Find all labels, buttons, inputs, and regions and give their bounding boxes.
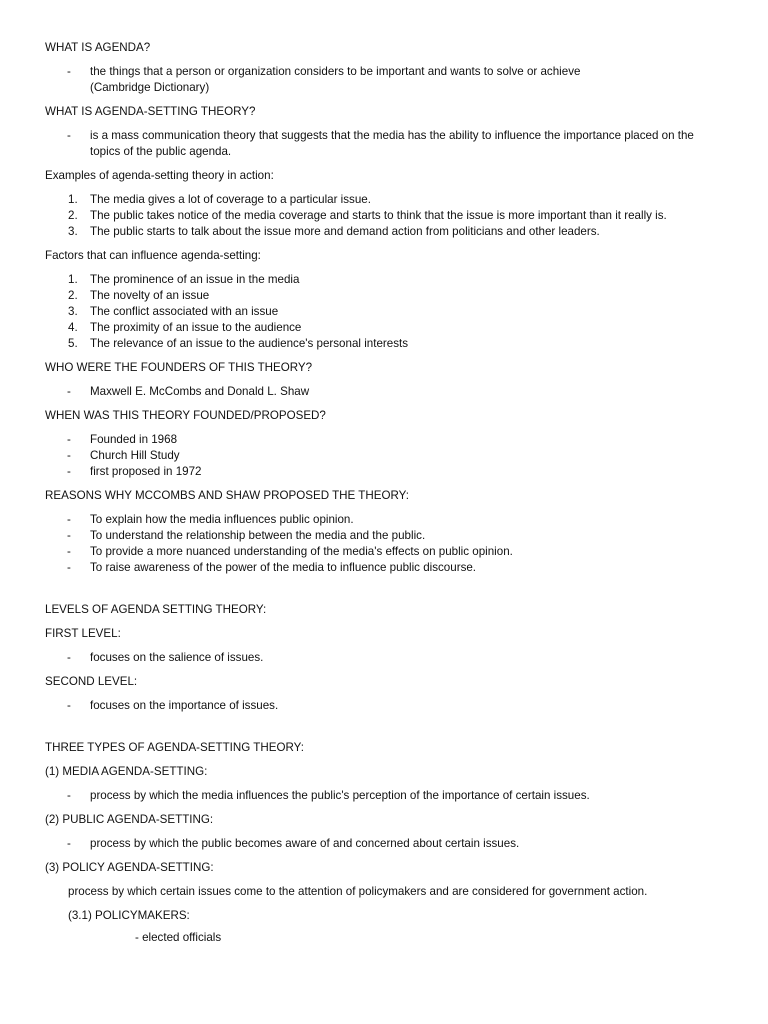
dash-marker: - (67, 837, 71, 850)
section-heading-factors: Factors that can influence agenda-setting: (45, 249, 261, 262)
list-item-text: Maxwell E. McCombs and Donald L. Shaw (90, 385, 310, 398)
policymakers-item: - elected officials (135, 931, 222, 944)
dash-marker: - (67, 789, 71, 802)
list-item-text: the things that a person or organization considers to be important and wants to solve or achieve (Cambridge Dictionary) (90, 65, 581, 94)
dash-marker: - (67, 529, 71, 542)
list-item (45, 788, 723, 804)
dash-marker: - (67, 449, 71, 462)
list-item-text: To explain how the media influences public opinion. (90, 513, 354, 526)
list-item (45, 304, 723, 320)
theory-definition-list (45, 128, 723, 160)
list-item (45, 128, 723, 160)
number-marker: 1. (68, 193, 78, 206)
number-marker: 4. (68, 321, 78, 334)
spacer (45, 584, 723, 602)
list-item (45, 698, 723, 714)
number-marker: 2. (68, 289, 78, 302)
list-item-text: The conflict associated with an issue (90, 305, 279, 318)
examples-list (45, 192, 723, 240)
subheading-public-agenda: (2) PUBLIC AGENDA-SETTING: (45, 813, 214, 826)
list-item-text: process by which the media influences the public's perception of the importance of certain issues. (90, 789, 590, 802)
number-marker: 1. (68, 273, 78, 286)
spacer (45, 722, 723, 740)
first-level-list (45, 650, 723, 666)
list-item (45, 336, 723, 352)
reasons-list (45, 512, 723, 576)
list-item-text: The proximity of an issue to the audience (90, 321, 302, 334)
list-item-text: focuses on the salience of issues. (90, 651, 264, 664)
list-item-text: The media gives a lot of coverage to a particular issue. (90, 193, 371, 206)
dash-marker: - (67, 513, 71, 526)
list-item-text: Founded in 1968 (90, 433, 178, 446)
list-item (45, 528, 723, 544)
section-heading-what-is-theory: WHAT IS AGENDA-SETTING THEORY? (45, 105, 256, 118)
list-item (45, 64, 723, 96)
second-level-list (45, 698, 723, 714)
subheading-first-level: FIRST LEVEL: (45, 627, 121, 640)
list-item-text: The relevance of an issue to the audience's personal interests (90, 337, 409, 350)
list-item-text: focuses on the importance of issues. (90, 699, 279, 712)
number-marker: 3. (68, 305, 78, 318)
founders-list (45, 384, 723, 400)
founded-list (45, 432, 723, 480)
subheading-second-level: SECOND LEVEL: (45, 675, 138, 688)
number-marker: 5. (68, 337, 78, 350)
media-agenda-list (45, 788, 723, 804)
list-item-text: To raise awareness of the power of the media to influence public discourse. (90, 561, 477, 574)
list-item (45, 224, 723, 240)
dash-marker: - (67, 545, 71, 558)
subheading-policymakers: (3.1) POLICYMAKERS: (68, 909, 190, 922)
number-marker: 3. (68, 225, 78, 238)
section-heading-levels: LEVELS OF AGENDA SETTING THEORY: (45, 603, 267, 616)
list-item (45, 836, 723, 852)
dash-marker: - (67, 465, 71, 478)
list-item-text: The public starts to talk about the issue more and demand action from politicians and other leaders. (90, 225, 600, 238)
list-item-text: To provide a more nuanced understanding of the media's effects on public opinion. (90, 545, 513, 558)
list-item (45, 208, 723, 224)
list-item-text: is a mass communication theory that suggests that the media has the ability to influence the importance placed on the topics of the public agenda. (90, 129, 694, 158)
list-item (45, 544, 723, 560)
factors-list (45, 272, 723, 352)
list-item (45, 288, 723, 304)
subheading-media-agenda: (1) MEDIA AGENDA-SETTING: (45, 765, 208, 778)
agenda-definition-list (45, 64, 723, 96)
dash-marker: - (67, 651, 71, 664)
list-item (45, 192, 723, 208)
dash-marker: - (67, 433, 71, 446)
list-item (45, 464, 723, 480)
section-heading-types: THREE TYPES OF AGENDA-SETTING THEORY: (45, 741, 304, 754)
dash-marker: - (67, 385, 71, 398)
list-item-text: first proposed in 1972 (90, 465, 202, 478)
list-item (45, 512, 723, 528)
list-item-text: To understand the relationship between the media and the public. (90, 529, 426, 542)
number-marker: 2. (68, 209, 78, 222)
list-item-text: The public takes notice of the media coverage and starts to think that the issue is more important than it really is. (90, 209, 667, 222)
list-item-text: process by which the public becomes aware of and concerned about certain issues. (90, 837, 520, 850)
section-heading-reasons: REASONS WHY MCCOMBS AND SHAW PROPOSED THE THEORY: (45, 489, 409, 502)
list-item (45, 272, 723, 288)
list-item-text: The prominence of an issue in the media (90, 273, 300, 286)
list-item (45, 432, 723, 448)
list-item (45, 560, 723, 576)
dash-marker: - (67, 129, 71, 142)
section-heading-what-is-agenda: WHAT IS AGENDA? (45, 41, 151, 54)
list-item-text: The novelty of an issue (90, 289, 210, 302)
section-heading-founders: WHO WERE THE FOUNDERS OF THIS THEORY? (45, 361, 313, 374)
dash-marker: - (67, 699, 71, 712)
section-heading-examples: Examples of agenda-setting theory in action: (45, 169, 274, 182)
list-item (45, 384, 723, 400)
dash-marker: - (67, 65, 71, 78)
subheading-policy-agenda: (3) POLICY AGENDA-SETTING: (45, 861, 214, 874)
list-item (45, 320, 723, 336)
section-heading-founded: WHEN WAS THIS THEORY FOUNDED/PROPOSED? (45, 409, 326, 422)
policy-agenda-text: process by which certain issues come to the attention of policymakers and are considered for government action. (68, 885, 648, 898)
public-agenda-list (45, 836, 723, 852)
dash-marker: - (67, 561, 71, 574)
list-item-text: Church Hill Study (90, 449, 180, 462)
list-item (45, 448, 723, 464)
list-item (45, 650, 723, 666)
